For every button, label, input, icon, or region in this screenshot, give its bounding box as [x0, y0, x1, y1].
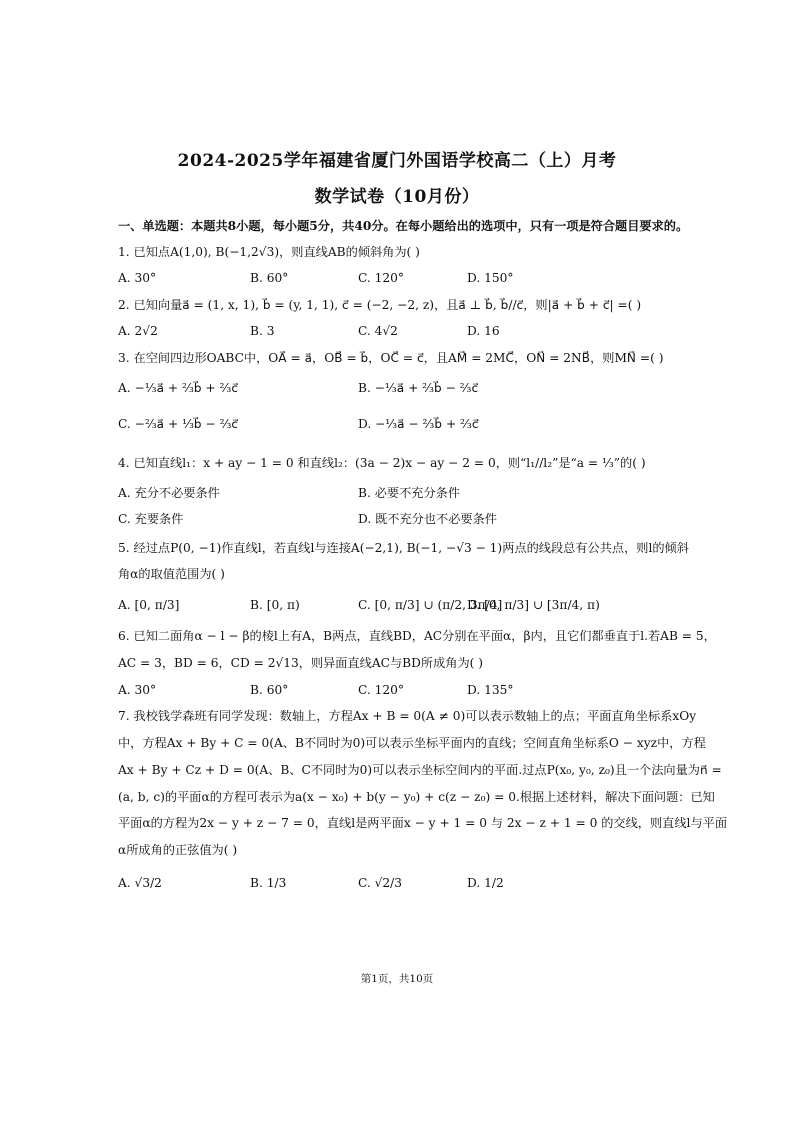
q5-option-d: D. [0, π/3] ∪ [3π/4, π) — [467, 598, 600, 612]
section-heading: 一、单选题：本题共8小题，每小题5分，共40分。在每小题给出的选项中，只有一项是符合题目要求的。 — [118, 219, 689, 233]
q7-option-a: A. √3/2 — [118, 876, 162, 890]
q1-option-d: D. 150° — [467, 271, 514, 285]
q7-option-d: D. 1/2 — [467, 876, 504, 890]
q3-option-a: A. −⅓a⃗ + ⅔b⃗ + ⅔c⃗ — [118, 381, 239, 395]
question-5-stem-line-1: 5. 经过点P(0, −1)作直线l，若直线l与连接A(−2,1), B(−1, −√3 − 1)两点的线段总有公共点，则l的倾斜 — [118, 541, 689, 555]
q4-option-a: A. 充分不必要条件 — [118, 486, 220, 500]
question-7-stem-line-1: 7. 我校钱学森班有同学发现：数轴上，方程Ax + B = 0(A ≠ 0)可以表示数轴上的点；平面直角坐标系xOy — [118, 709, 697, 723]
question-2-stem: 2. 已知向量a⃗ = (1, x, 1), b⃗ = (y, 1, 1), c⃗ = (−2, −2, z)，且a⃗ ⊥ b⃗, b⃗//c⃗，则|a⃗ + b⃗ + c⃗| =( ) — [118, 298, 642, 312]
question-6-stem-line-1: 6. 已知二面角α − l − β的棱l上有A，B两点，直线BD，AC分别在平面α，β内，且它们都垂直于l.若AB = 5， — [118, 629, 716, 643]
q3-option-c: C. −⅔a⃗ + ⅓b⃗ − ⅔c⃗ — [118, 417, 239, 431]
question-5-stem-line-2: 角α的取值范围为( ) — [118, 567, 225, 581]
question-7-stem-line-4: (a, b, c)的平面α的方程可表示为a(x − x₀) + b(y − y₀) + c(z − z₀) = 0.根据上述材料，解决下面问题：已知 — [118, 790, 715, 804]
question-7-stem-line-6: α所成角的正弦值为( ) — [118, 843, 238, 857]
q4-option-c: C. 充要条件 — [118, 512, 184, 526]
q3-option-b: B. −⅓a⃗ + ⅔b⃗ − ⅔c⃗ — [358, 381, 479, 395]
question-1-stem: 1. 已知点A(1,0), B(−1,2√3)，则直线AB的倾斜角为( ) — [118, 245, 420, 259]
question-7-stem-line-2: 中，方程Ax + By + C = 0(A、B不同时为0)可以表示坐标平面内的直线；空间直角坐标系O − xyz中，方程 — [118, 736, 706, 750]
question-3-stem: 3. 在空间四边形OABC中，OA⃗ = a⃗，OB⃗ = b⃗，OC⃗ = c⃗，且AM⃗ = 2MC⃗，ON⃗ = 2NB⃗，则MN⃗ =( ) — [118, 351, 664, 365]
q2-option-d: D. 16 — [467, 324, 500, 338]
exam-title: 2024-2025学年福建省厦门外国语学校高二（上）月考 — [177, 151, 617, 171]
q2-option-a: A. 2√2 — [118, 324, 158, 338]
q5-option-c: C. [0, π/3] ∪ (π/2, 3π/4] — [358, 598, 503, 612]
question-6-stem-line-2: AC = 3，BD = 6，CD = 2√13，则异面直线AC与BD所成角为( ) — [118, 656, 484, 670]
q4-option-b: B. 必要不充分条件 — [358, 486, 461, 500]
q6-option-d: D. 135° — [467, 683, 514, 697]
q1-option-a: A. 30° — [118, 271, 157, 285]
page-number-footer: 第1页，共10页 — [360, 973, 434, 985]
q6-option-b: B. 60° — [250, 683, 289, 697]
q1-option-b: B. 60° — [250, 271, 289, 285]
q3-option-d: D. −⅓a⃗ − ⅔b⃗ + ⅔c⃗ — [358, 417, 479, 431]
q5-option-b: B. [0, π) — [250, 598, 300, 612]
q1-option-c: C. 120° — [358, 271, 404, 285]
q5-option-a: A. [0, π/3] — [118, 598, 180, 612]
question-7-stem-line-3: Ax + By + Cz + D = 0(A、B、C不同时为0)可以表示坐标空间内的平面.过点P(x₀, y₀, z₀)且一个法向量为n⃗ = — [118, 763, 722, 777]
exam-subtitle: 数学试卷（10月份） — [314, 187, 480, 207]
q7-option-b: B. 1/3 — [250, 876, 287, 890]
question-4-stem: 4. 已知直线l₁：x + ay − 1 = 0 和直线l₂：(3a − 2)x − ay − 2 = 0，则“l₁//l₂”是“a = ⅓”的( ) — [118, 456, 646, 470]
question-7-stem-line-5: 平面α的方程为2x − y + z − 7 = 0，直线l是两平面x − y + 1 = 0 与 2x − z + 1 = 0 的交线，则直线l与平面 — [118, 816, 728, 830]
q6-option-c: C. 120° — [358, 683, 404, 697]
q4-option-d: D. 既不充分也不必要条件 — [358, 512, 497, 526]
q2-option-c: C. 4√2 — [358, 324, 398, 338]
q7-option-c: C. √2/3 — [358, 876, 403, 890]
q6-option-a: A. 30° — [118, 683, 157, 697]
q2-option-b: B. 3 — [250, 324, 275, 338]
